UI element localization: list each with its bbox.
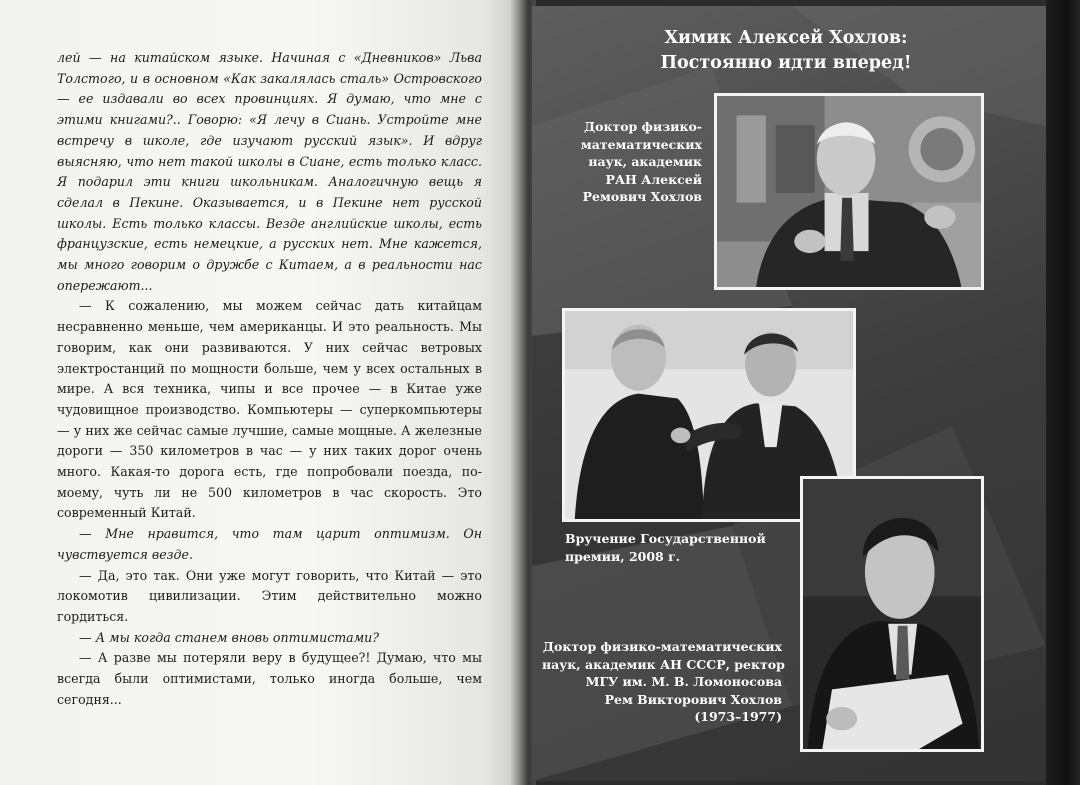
paragraph-1: лей — на китайском языке. Начиная с «Дневников» Льва Толстого, и в основном «Как закалялась сталь» Островского — ее издавали во всех провинциях. Я думаю, что мне с этими книгами?.. Говорю: «Я лечу в Сиань. Устройте мне встречу в школе, где изучают русский язык». И вдруг выясняю, что нет такой школы в Сиане, есть только класс. Я подарил эти книги школьникам. Аналогичную вещь я сделал в Пекине. Оказывается, и в Пекине нет русской школы. Есть только классы. Везде английские школы, есть французские, есть немецкие, а русских нет. Мне кажется, мы много говорим о дружбе с Китаем, а в реальности нас опережают... [57, 50, 482, 293]
caption-1-line-2: математических [580, 136, 702, 152]
paragraph-5: — А мы когда станем вновь оптимистами? [79, 629, 379, 645]
caption-3-line-1: Доктор физико-математических [542, 639, 782, 654]
photo-rector-portrait [800, 476, 984, 752]
photo-caption-3 [542, 638, 785, 726]
left-page [0, 0, 524, 785]
photo-caption-2 [565, 530, 765, 565]
article-title [596, 26, 976, 76]
paragraph-4: — Да, это так. Они уже могут говорить, что Китай — это локомотив цивилизации. Этим действительно можно гордиться. [57, 567, 482, 624]
photo-3-image [803, 479, 981, 749]
paragraph-2: — К сожалению, мы можем сейчас дать китайцам несравненно меньше, чем американцы. И это реальность. Мы говорим, как они развиваются. У них сейчас ветровых электростанций по мощности больше, чем у всех остальных в мире. А вся техника, чипы и все прочее — в Китае уже чудовищное производство. Компьютеры — суперкомпьютеры — у них же сейчас самые лучшие, самые мощные. А железные дороги — 350 километров в час — у них таких дорог очень много. Какая-то дорога есть, где попробовали поезда, по-моему, чуть ли не 500 километров в час скорость. Это современный Китай. [57, 298, 482, 521]
photo-1-image [717, 96, 981, 287]
article-text [57, 48, 482, 711]
caption-1-line-5: Ремович Хохлов [582, 189, 702, 204]
title-line-1: Химик Алексей Хохлов: [664, 28, 908, 48]
paragraph-6: — А разве мы потеряли веру в будущее?! Думаю, что мы всегда были оптимистами, только иногда больше, чем сегодня... [57, 650, 482, 707]
photo-caption-1 [572, 118, 702, 206]
caption-2-line-1: Вручение Государственной [565, 531, 766, 546]
caption-1-line-4: РАН Алексей [605, 171, 702, 187]
caption-1-line-1: Доктор физико- [584, 119, 702, 134]
title-line-2: Постоянно идти вперед! [660, 53, 912, 73]
page-edge [1046, 0, 1080, 785]
caption-3-line-5: (1973–1977) [694, 709, 782, 724]
caption-3-line-2: наук, академик АН СССР, ректор [542, 656, 785, 672]
photo-academic-portrait [714, 93, 984, 290]
paragraph-3: — Мне нравится, что там царит оптимизм. Он чувствуется везде. [57, 526, 482, 562]
caption-3-line-4: Рем Викторович Хохлов [604, 691, 782, 707]
caption-3-line-3: МГУ им. М. В. Ломоносова [585, 674, 782, 689]
caption-2-line-2: премии, 2008 г. [565, 548, 681, 564]
caption-1-line-3: наук, академик [588, 154, 702, 169]
